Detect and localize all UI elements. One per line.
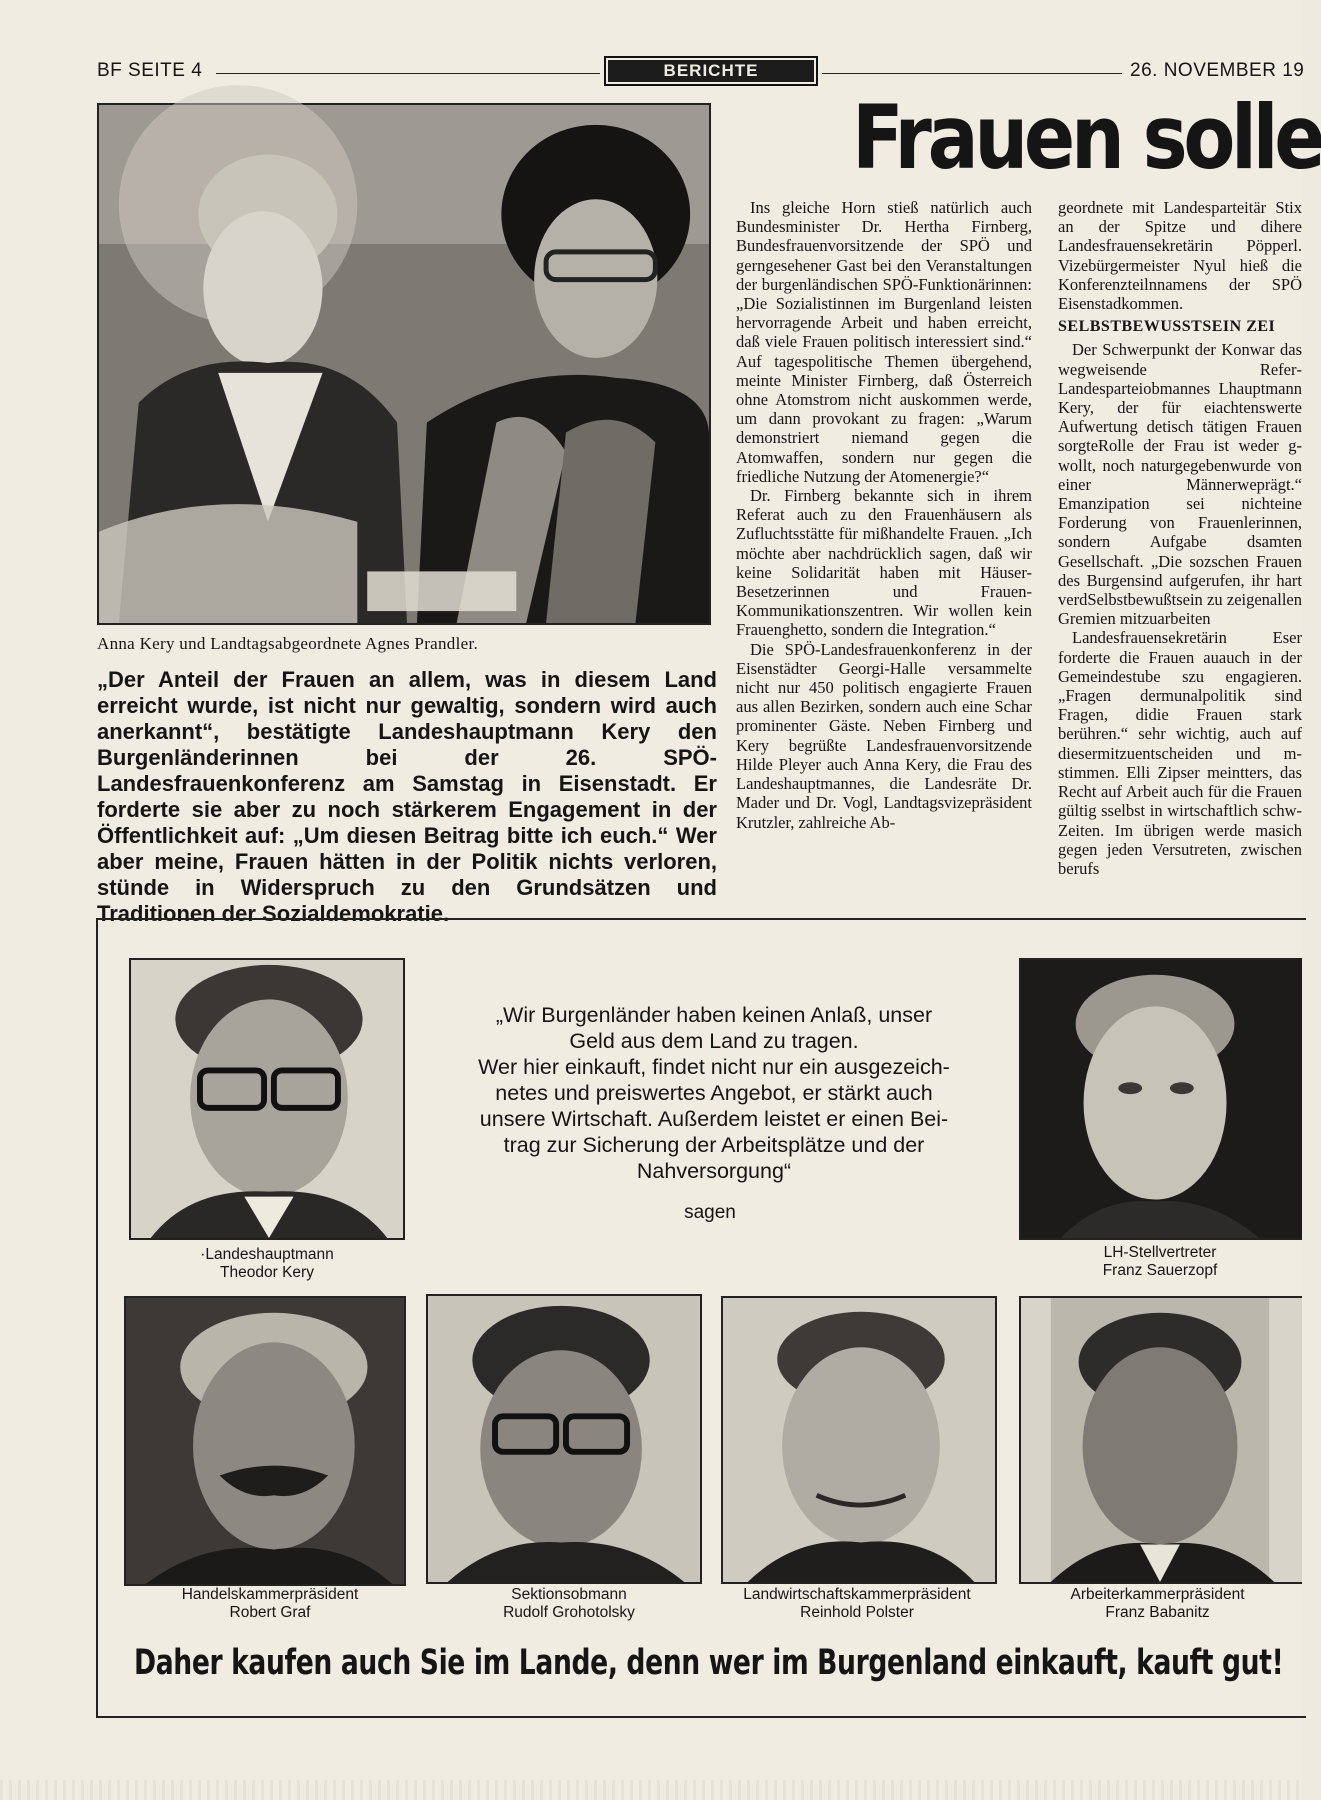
person-name: Franz Babanitz: [1105, 1604, 1210, 1621]
ad-quote: [432, 1002, 996, 1184]
article-paragraph: geordnete mit Landesparteitär Stix an der Spitze und dihere Landesfrauensekretärin Pöpperl. Vizebürgermeister Nyul hieß die Konferenzteilnnamens der SPÖ Eisenstadkommen.: [1058, 198, 1302, 314]
person-role: ·Landeshauptmann: [200, 1246, 334, 1263]
person-role: Handelskammerpräsident: [181, 1586, 359, 1603]
portrait-robert-graf: [124, 1296, 406, 1586]
page-number: BF SEITE 4: [97, 60, 203, 81]
person-name: Rudolf Grohotolsky: [503, 1604, 635, 1621]
person-name: Reinhold Polster: [800, 1604, 914, 1621]
photo-two-women: [97, 103, 711, 625]
person-name: Theodor Kery: [220, 1264, 314, 1281]
quote-line: „Wir Burgenländer haben keinen Anlaß, unser: [495, 1003, 933, 1027]
photo-two-women-image: [99, 105, 709, 623]
portrait-reinhold-polster-image: [723, 1298, 995, 1582]
article-subhead: SELBSTBEWUSSTSEIN ZEI: [1058, 318, 1276, 336]
quote-line: trag zur Sicherung der Arbeitsplätze und der: [503, 1133, 925, 1157]
quote-line: netes und preiswertes Angebot, er stärkt auch: [495, 1081, 933, 1105]
person-role: LH-Stellvertreter: [1103, 1244, 1217, 1261]
article-paragraph: Ins gleiche Horn stieß natürlich auch Bundesminister Dr. Hertha Firnberg, Bundesfrauenvorsitzende der SPÖ und gerngesehener Gast bei den Veranstaltungen der burgenländischen SPÖ-Funktionärinnen: „Die Sozialistinnen im Burgenland leisten hervorragende Arbeit und haben erreicht, daß viele Frauen politisch interessiert sind.“ Auf tagespolitische Themen übergehend, meinte Minister Firnberg, daß Österreich ohne Atomstrom nicht auskommen werde, um dann provokant zu fragen: „Warum demonstriert niemand gegen die Atomwaffen, sondern nur gegen die friedliche Nutzung der Atomenergie?“: [736, 198, 1032, 486]
page-edge-texture: [0, 1780, 1302, 1800]
article-headline: Frauen solle: [852, 86, 1321, 189]
portrait-franz-babanitz: [1019, 1296, 1302, 1584]
header-rule-left: [216, 73, 600, 74]
article-paragraph: Landesfrauensekretärin Eser forderte die Frauen auauch in der Gemeindestube szu engagieren. „Fragen dermunalpolitik sind Fragen, didie Frauen stark berühren.“ sehr wichtig, auch auf diesermitzuentscheiden und mstimmen. Elli Zipser meintters, das Recht auf Arbeit auch für die Frauen gültig sselbst in wirtschaftlich schwZeiten. Im übrigen werde masich gegen jeden Versutreten, zwischen berufs: [1058, 628, 1302, 878]
person-name: Robert Graf: [229, 1604, 311, 1621]
article-paragraph: Die SPÖ-Landesfrauenkonferenz in der Eisenstädter Georgi-Halle versammelte nicht nur 450 politisch engagierte Frauen aus allen Bezirken, sondern auch eine Schar prominenter Gäste. Neben Firnberg und Kery begrüßte Landesfrauenvorsitzende Hilde Pleyer auch Anna Kery, die Frau des Landeshauptmannes, die Landesräte Dr. Mader und Dr. Vogl, Landtagsvizepräsident Krutzler, zahlreiche Ab-: [736, 639, 1032, 832]
article-lead: „Der Anteil der Frauen an allem, was in diesem Land erreicht wurde, ist nicht nur gewaltig, sondern wird auch anerkannt“, bestätigte Landeshauptmann Kery den Burgenländerinnen bei der 26. SPÖ-Landesfrauenkonferenz am Samstag in Eisenstadt. Er forderte sie aber zu noch stärkerem Engagement in der Öffentlichkeit auf: „Um diesen Beitrag bitte ich euch.“ Wer aber meine, Frauen hätten in der Politik nichts verloren, stünde in Widerspruch zu den Grundsätzen und Traditionen der Sozialdemokratie.: [97, 667, 717, 926]
issue-date: 26. NOVEMBER 19: [1130, 60, 1305, 81]
portrait-theodor-kery: [129, 958, 405, 1240]
section-label: BERICHTE: [608, 60, 814, 82]
article-column-2: [1058, 198, 1302, 928]
portrait-caption-kery: [179, 1246, 355, 1282]
article-paragraph: Dr. Firnberg bekannte sich in ihrem Referat auch zu den Frauenhäusern als Zufluchtsstätte für mißhandelte Frauen. „Ich möchte aber nachdrücklich sagen, daß wir keine Solidarität haben mit Häuser-Besetzerinnen und Frauen-Kommunikationszentren. Wir wollen kein Frauenghetto, sondern die Integration.“: [736, 486, 1032, 640]
portrait-reinhold-polster: [721, 1296, 997, 1584]
article-column-1: [736, 198, 1032, 928]
portrait-franz-sauerzopf: [1019, 958, 1302, 1240]
portrait-franz-sauerzopf-image: [1021, 960, 1302, 1238]
quote-line: Nahversorgung“: [636, 1159, 792, 1183]
portrait-robert-graf-image: [126, 1298, 404, 1584]
person-name: Franz Sauerzopf: [1102, 1262, 1218, 1279]
ad-slogan: Daher kaufen auch Sie im Lande, denn wer im Burgenland einkauft, kauft gut!: [134, 1643, 1284, 1683]
ad-sagen: sagen: [684, 1202, 736, 1223]
portrait-rudolf-grohotolsky-image: [428, 1296, 700, 1582]
photo-caption: Anna Kery und Landtagsabgeordnete Agnes Prandler.: [97, 634, 479, 653]
person-role: Sektionsobmann: [511, 1586, 627, 1603]
person-role: Landwirtschaftskammerpräsident: [743, 1586, 971, 1603]
section-badge: [604, 56, 818, 86]
portrait-theodor-kery-image: [131, 960, 403, 1238]
quote-line: unsere Wirtschaft. Außerdem leistet er einen Bei-: [479, 1107, 949, 1131]
portrait-rudolf-grohotolsky: [426, 1294, 702, 1584]
portrait-caption-babanitz: [1040, 1586, 1275, 1622]
portrait-caption-grohotolsky: [454, 1586, 684, 1622]
portrait-franz-babanitz-image: [1021, 1298, 1302, 1582]
header-rule-right: [822, 73, 1122, 74]
portrait-caption-sauerzopf: [1060, 1244, 1260, 1280]
article-paragraph: Der Schwerpunkt der Konwar das wegweisende ReferLandesparteiobmannes Lhauptmann Kery, der für eiachtenswerte Aufwertung detisch tätigen Frauen sorgteRolle der Frau ist weder gwollt, noch naturgegebenwurde von einer Männerweprägt.“ Emanzipation sei nichteine Forderung von Frauenlerinnen, sondern Aufgabe dsamten Gesellschaft. „Die sozschen Frauen des Burgensind aufgerufen, ihr hart verdSelbstbewußtsein zu zeigenallen Gremien mitzuarbeiten: [1058, 340, 1302, 629]
quote-line: Wer hier einkauft, findet nicht nur ein ausgezeich-: [478, 1055, 950, 1079]
portrait-caption-graf: [150, 1586, 390, 1622]
quote-line: Geld aus dem Land zu tragen.: [569, 1029, 859, 1053]
person-role: Arbeiterkammerpräsident: [1070, 1586, 1245, 1603]
portrait-caption-polster: [726, 1586, 988, 1622]
